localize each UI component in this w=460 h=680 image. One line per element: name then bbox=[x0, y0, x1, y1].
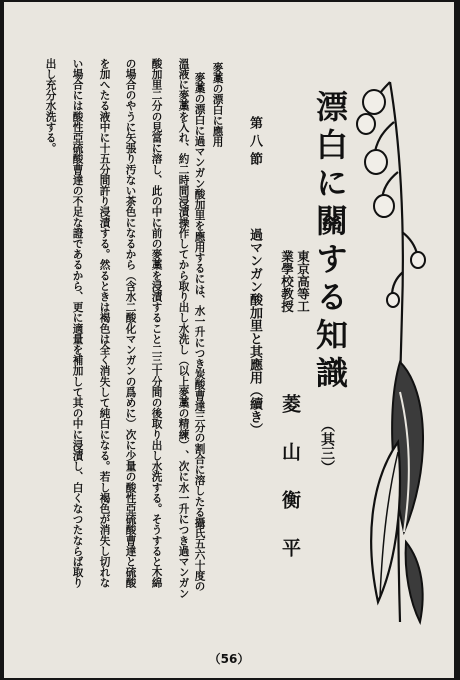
subsection-title: 麥藁の漂白に應用 bbox=[211, 62, 224, 147]
author-name: 菱 山 衡 平 bbox=[279, 394, 301, 562]
body-line-7: 出し充分水洗する。 bbox=[44, 58, 57, 154]
section-number: 第八節 bbox=[247, 116, 262, 170]
body-line-2: 溫液に麥藁を入れ、約二時間浸漬操作してから取り出し水洗し（以上麥藁の精練）、次に水一升につき過マンガン bbox=[177, 58, 190, 599]
body-line-3: 酸加里二分の見當に溶し、此の中に前の麥藁を浸漬すること二三十分間の後取り出し水洗する。そうすると木綿 bbox=[150, 58, 163, 588]
magazine-page bbox=[4, 2, 454, 678]
body-line-4: の場合のやうに矢張り汚ない茶色になるから（含水二酸化マンガンの爲めに）次に少量の酸性亞硫酸曹達と硫酸 bbox=[124, 58, 137, 588]
article-part-number: （其三） bbox=[319, 418, 335, 474]
body-line-5: を加へたる液中に十五分間許り浸漬する。然るときは褐色は全く消失して純白になる。若し褐色が消失し切れな bbox=[98, 58, 111, 588]
article-title: 漂白に關する知識 bbox=[311, 90, 349, 394]
body-line-6: い場合には酸性亞硫酸曹達の不足な證であるから、更に適量を補加して其の中に浸漬し、白くなつたならば取り bbox=[71, 58, 84, 588]
page-number: （56） bbox=[208, 652, 250, 666]
author-affiliation-line1: 東京高等工 bbox=[295, 250, 311, 313]
body-line-1: 麥藁の漂白に過マンガン酸加里を應用するには、水一升につき炭酸曹達三分の割合に溶したる攝氏五六十度の bbox=[193, 72, 206, 592]
lily-ornament-icon bbox=[360, 62, 430, 632]
section-title: 過マンガン酸加里と其應用（續き） bbox=[247, 228, 262, 436]
author-affiliation-line2: 業學校教授 bbox=[279, 250, 295, 313]
